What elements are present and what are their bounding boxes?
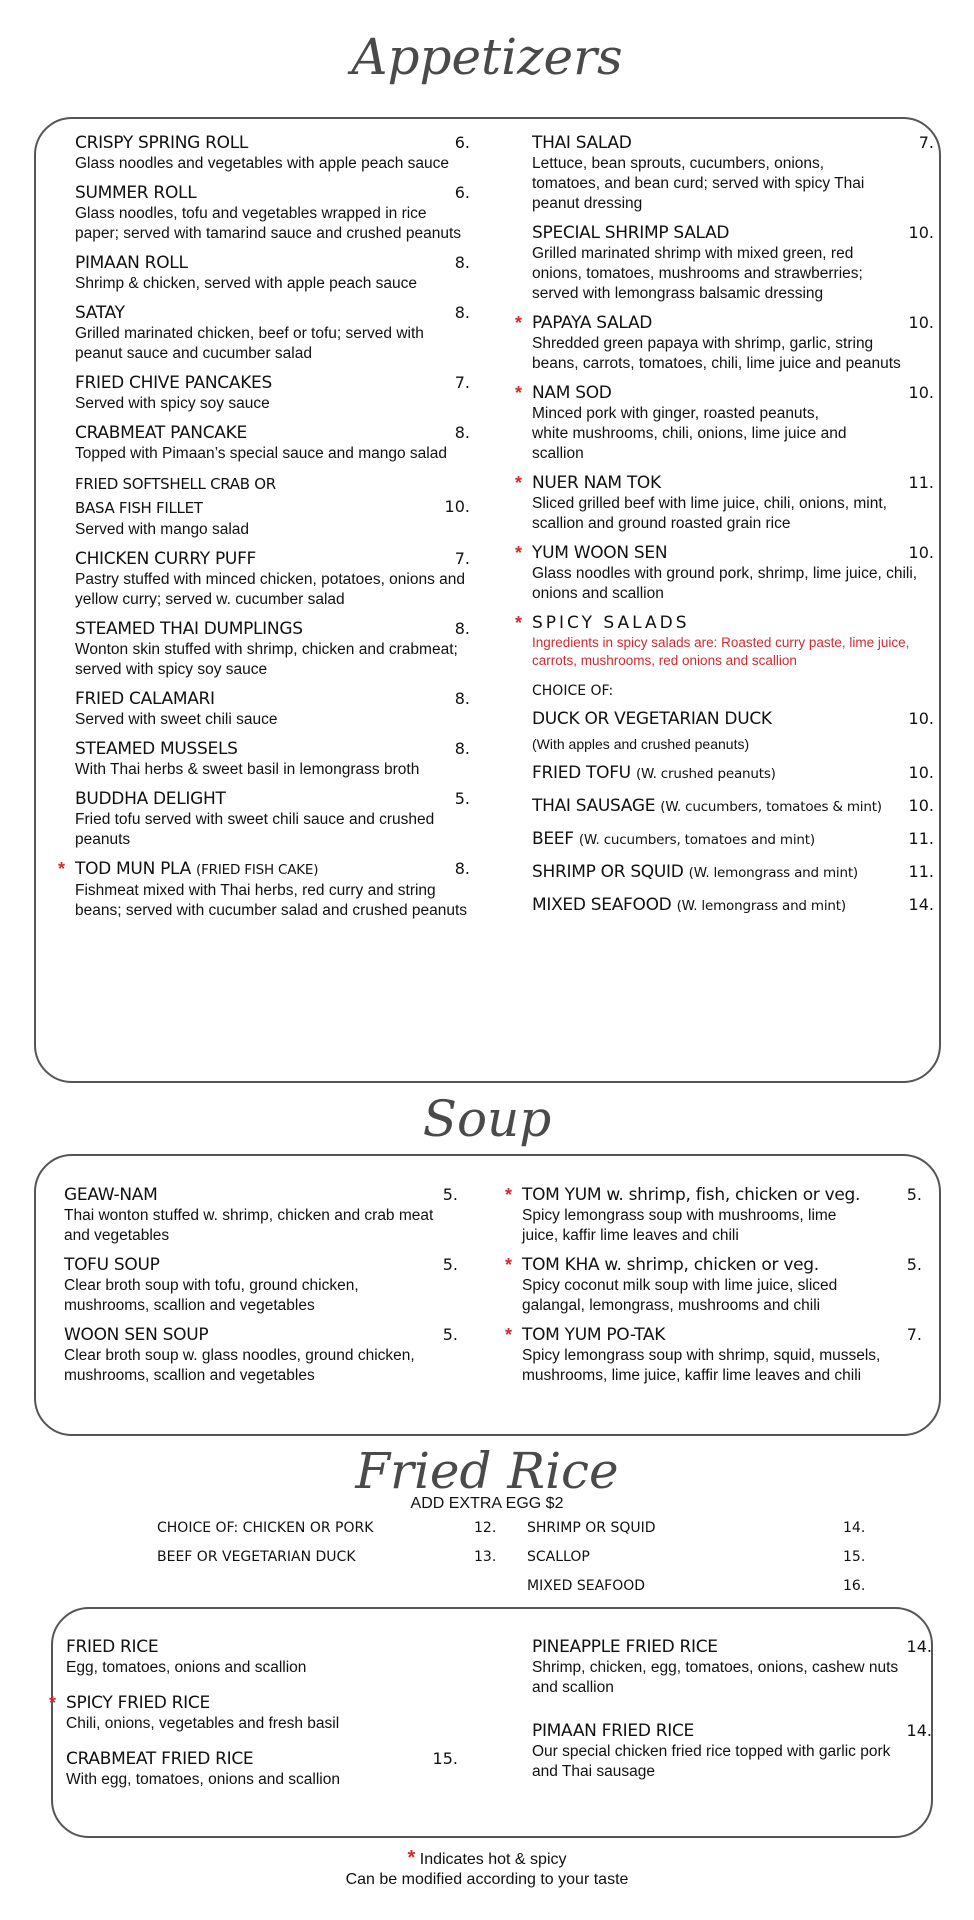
option-name-text: BEEF (532, 829, 574, 849)
item-description: Shrimp & chicken, served with apple peach sauce (75, 275, 418, 292)
soup-left-column (64, 1184, 458, 1394)
item-price: 7. (454, 549, 470, 568)
spicy-option (532, 828, 934, 851)
item-description: Served with spicy soy sauce (75, 395, 270, 412)
item-name: FRIED CALAMARI (75, 689, 215, 709)
appetizers-right-column (515, 132, 934, 917)
item-price: 10. (908, 223, 934, 242)
item-description: Fried tofu served with sweet chili sauce and crushed peanuts (75, 811, 435, 848)
item-price: 8. (454, 253, 470, 272)
spicy-option (532, 762, 934, 785)
menu-item (75, 472, 470, 540)
menu-item (75, 182, 470, 244)
item-name: STEAMED THAI DUMPLINGS (75, 619, 303, 639)
item-description: Spicy coconut milk soup with lime juice, sliced galangal, lemongrass, mushrooms and chili (522, 1277, 838, 1314)
item-price: 10. (908, 543, 934, 562)
menu-item (515, 382, 934, 464)
item-price: 11. (908, 473, 934, 492)
spicy-star-icon: * (407, 1847, 416, 1869)
item-description: Shredded green papaya with shrimp, garlic, string beans, carrots, tomatoes, chili, lime juice and peanuts (532, 335, 901, 372)
fried-rice-option-price: 15. (843, 1549, 866, 1565)
menu-item (75, 548, 470, 610)
item-description: Shrimp, chicken, egg, tomatoes, onions, cashew nuts and scallion (532, 1659, 899, 1696)
menu-item (75, 738, 470, 780)
menu-item (66, 1748, 458, 1790)
menu-item (505, 1184, 922, 1246)
item-description: Wonton skin stuffed with shrimp, chicken and crabmeat; served with spicy soy sauce (75, 641, 458, 678)
item-name: CHICKEN CURRY PUFF (75, 549, 257, 569)
item-price: 5. (442, 1325, 458, 1344)
menu-item (75, 618, 470, 680)
item-price: 15. (432, 1749, 458, 1768)
item-description: Pastry stuffed with minced chicken, potatoes, onions and yellow curry; served w. cucumber salad (75, 571, 466, 608)
item-price: 8. (454, 859, 470, 878)
item-note: (FRIED FISH CAKE) (196, 862, 319, 878)
item-price: 10. (444, 497, 470, 516)
item-description: With egg, tomatoes, onions and scallion (66, 1771, 340, 1788)
item-name: SPICY FRIED RICE (66, 1693, 210, 1713)
item-name: PIMAAN ROLL (75, 253, 188, 273)
menu-item (75, 252, 470, 294)
menu-item (75, 688, 470, 730)
option-note: (W. crushed peanuts) (635, 766, 776, 782)
menu-item (505, 1324, 922, 1386)
item-name: PINEAPPLE FRIED RICE (532, 1637, 718, 1657)
fried-rice-title: Fried Rice (355, 1442, 619, 1500)
menu-item (532, 222, 934, 304)
item-name: SATAY (75, 303, 125, 323)
option-note: (W. lemongrass and mint) (676, 898, 846, 914)
item-name (75, 858, 470, 881)
item-price: 6. (454, 183, 470, 202)
item-price: 5. (454, 789, 470, 808)
item-price: 7. (906, 1325, 922, 1344)
footer-legend (0, 1848, 974, 1870)
fried-rice-option-price: 16. (843, 1578, 866, 1594)
menu-item (75, 422, 470, 464)
spicy-option (532, 894, 934, 917)
item-name: WOON SEN SOUP (64, 1325, 209, 1345)
option-name (532, 861, 934, 884)
option-price: 14. (908, 895, 934, 914)
item-name: FRIED SOFTSHELL CRAB OR (75, 475, 276, 493)
option-note: (W. lemongrass and mint) (688, 865, 858, 881)
menu-item (532, 1636, 932, 1698)
option-price: 11. (908, 829, 934, 848)
appetizers-title: Appetizers (351, 28, 623, 86)
option-name (532, 795, 934, 818)
item-name: BUDDHA DELIGHT (75, 789, 226, 809)
item-description: Clear broth soup with tofu, ground chicken, mushrooms, scallion and vegetables (64, 1277, 359, 1314)
menu-item (66, 1636, 458, 1678)
fried-rice-option-price: 14. (843, 1520, 866, 1536)
menu-item (75, 372, 470, 414)
appetizers-left-column (58, 132, 470, 929)
fried-rice-option: SCALLOP (527, 1549, 590, 1565)
item-price: 14. (906, 1637, 932, 1656)
menu-item (64, 1184, 458, 1246)
item-description: Grilled marinated chicken, beef or tofu; served with peanut sauce and cucumber salad (75, 325, 424, 362)
item-name: TOM KHA w. shrimp, chicken or veg. (522, 1255, 819, 1275)
menu-item (505, 1254, 922, 1316)
footer-line2: Can be modified according to your taste (345, 1871, 629, 1888)
menu-item (532, 132, 934, 214)
option-name: DUCK OR VEGETARIAN DUCK (532, 709, 772, 729)
item-price: 7. (918, 133, 934, 152)
item-name: FRIED RICE (66, 1637, 159, 1657)
spicy-star-icon: * (515, 473, 523, 493)
item-description: Glass noodles and vegetables with apple peach sauce (75, 155, 449, 172)
item-description: With Thai herbs & sweet basil in lemongrass broth (75, 761, 420, 778)
fried-rice-right-column (532, 1636, 932, 1796)
item-price: 5. (442, 1255, 458, 1274)
fried-rice-option: BEEF OR VEGETARIAN DUCK (157, 1549, 356, 1565)
menu-item (532, 1720, 932, 1782)
item-name: FRIED CHIVE PANCAKES (75, 373, 272, 393)
spicy-star-icon: * (505, 1325, 513, 1345)
spicy-star-icon: * (505, 1185, 513, 1205)
item-description: Minced pork with ginger, roasted peanuts, white mushrooms, chili, onions, lime juice and scallion (532, 405, 847, 462)
option-sub: (With apples and crushed peanuts) (532, 736, 750, 752)
item-name: CRABMEAT PANCAKE (75, 423, 247, 443)
option-price: 11. (908, 862, 934, 881)
spicy-star-icon: * (505, 1255, 513, 1275)
item-name: STEAMED MUSSELS (75, 739, 238, 759)
option-name (532, 762, 934, 785)
item-description: Grilled marinated shrimp with mixed green, red onions, tomatoes, mushrooms and strawberries; served with lemongrass balsamic dressing (532, 245, 863, 302)
item-price: 5. (442, 1185, 458, 1204)
item-name: NUER NAM TOK (532, 473, 661, 493)
menu-item (515, 472, 934, 534)
fried-rice-option: CHOICE OF: CHICKEN OR PORK (157, 1520, 374, 1536)
spicy-option (532, 708, 934, 754)
option-name-text: SHRIMP OR SQUID (532, 862, 684, 882)
item-name: NAM SOD (532, 383, 612, 403)
fried-rice-option: MIXED SEAFOOD (527, 1578, 646, 1594)
item-price: 7. (454, 373, 470, 392)
spicy-salads-title: SPICY SALADS (532, 613, 690, 633)
spicy-star-icon: * (515, 383, 523, 403)
item-name: SUMMER ROLL (75, 183, 197, 203)
item-price: 8. (454, 303, 470, 322)
option-price: 10. (908, 709, 934, 728)
spicy-star-icon: * (515, 543, 523, 563)
spicy-star-icon: * (49, 1693, 57, 1713)
fried-rice-option-price: 13. (474, 1549, 497, 1565)
spicy-salads-note: Ingredients in spicy salads are: Roasted curry paste, lime juice, carrots, mushrooms, red onions and scallion (532, 635, 910, 668)
fried-rice-option: SHRIMP OR SQUID (527, 1520, 656, 1536)
item-name: PAPAYA SALAD (532, 313, 653, 333)
fried-rice-option-price: 12. (474, 1520, 497, 1536)
item-description: Egg, tomatoes, onions and scallion (66, 1659, 307, 1676)
item-price: 6. (454, 133, 470, 152)
fried-rice-subtitle: ADD EXTRA EGG $2 (410, 1495, 564, 1512)
spicy-salads-section (515, 612, 934, 917)
item-name: THAI SALAD (532, 133, 632, 153)
item-price: 10. (908, 313, 934, 332)
option-note: (W. cucumbers, tomatoes & mint) (660, 799, 882, 815)
item-price: 8. (454, 423, 470, 442)
item-name: TOM YUM PO-TAK (522, 1325, 666, 1345)
menu-item (58, 858, 470, 921)
choice-label: CHOICE OF: (532, 683, 614, 699)
soup-title: Soup (422, 1090, 552, 1148)
item-description: Our special chicken fried rice topped with garlic pork and Thai sausage (532, 1743, 891, 1780)
item-description: Fishmeat mixed with Thai herbs, red curry and string beans; served with cucumber salad and crushed peanuts (75, 882, 468, 919)
option-price: 10. (908, 763, 934, 782)
option-note: (W. cucumbers, tomatoes and mint) (578, 832, 815, 848)
item-name: GEAW-NAM (64, 1185, 158, 1205)
menu-item (515, 542, 934, 604)
item-price: 14. (906, 1721, 932, 1740)
item-name: YUM WOON SEN (532, 543, 668, 563)
soup-right-column (505, 1184, 922, 1394)
item-name: PIMAAN FRIED RICE (532, 1721, 694, 1741)
item-name: CRABMEAT FRIED RICE (66, 1749, 254, 1769)
spicy-option (532, 795, 934, 818)
item-description: Sliced grilled beef with lime juice, chili, onions, mint, scallion and ground roasted grain rice (532, 495, 887, 532)
item-price: 8. (454, 689, 470, 708)
item-name: TOM YUM w. shrimp, fish, chicken or veg. (522, 1185, 861, 1205)
footer-line1: Indicates hot & spicy (419, 1851, 567, 1868)
menu-item (64, 1254, 458, 1316)
menu-item (64, 1324, 458, 1386)
item-description: Glass noodles with ground pork, shrimp, lime juice, chili, onions and scallion (532, 565, 918, 602)
item-price: 10. (908, 383, 934, 402)
item-description: Spicy lemongrass soup with mushrooms, lime juice, kaffir lime leaves and chili (522, 1207, 837, 1244)
item-description: Spicy lemongrass soup with shrimp, squid, mussels, mushrooms, lime juice, kaffir lime leaves and chili (522, 1347, 881, 1384)
menu-item (75, 302, 470, 364)
item-name: TOFU SOUP (64, 1255, 160, 1275)
item-name: SPECIAL SHRIMP SALAD (532, 223, 730, 243)
option-price: 10. (908, 796, 934, 815)
item-price: 5. (906, 1255, 922, 1274)
menu-item (49, 1692, 458, 1734)
item-price: 8. (454, 739, 470, 758)
item-description: Glass noodles, tofu and vegetables wrapped in rice paper; served with tamarind sauce and crushed peanuts (75, 205, 462, 242)
item-description: Clear broth soup w. glass noodles, ground chicken, mushrooms, scallion and vegetables (64, 1347, 415, 1384)
item-description: Thai wonton stuffed w. shrimp, chicken and crab meat and vegetables (64, 1207, 434, 1244)
fried-rice-left-column (49, 1636, 458, 1804)
menu-item (75, 132, 470, 174)
option-name-text: FRIED TOFU (532, 763, 631, 783)
option-name (532, 828, 934, 851)
item-name-text: TOD MUN PLA (75, 859, 191, 879)
option-name-text: THAI SAUSAGE (532, 796, 656, 816)
option-name-text: MIXED SEAFOOD (532, 895, 672, 915)
item-name-line2: BASA FISH FILLET (75, 499, 203, 517)
spicy-star-icon: * (515, 313, 523, 333)
spicy-option (532, 861, 934, 884)
item-price: 8. (454, 619, 470, 638)
menu-item (75, 788, 470, 850)
item-name: CRISPY SPRING ROLL (75, 133, 249, 153)
item-description: Served with mango salad (75, 521, 250, 538)
option-name (532, 894, 934, 917)
spicy-star-icon: * (58, 859, 66, 879)
item-description: Lettuce, bean sprouts, cucumbers, onions, tomatoes, and bean curd; served with spicy Thai peanut dressing (532, 155, 865, 212)
item-price: 5. (906, 1185, 922, 1204)
spicy-star-icon: * (515, 613, 523, 633)
item-description: Served with sweet chili sauce (75, 711, 278, 728)
item-description: Chili, onions, vegetables and fresh basil (66, 1715, 340, 1732)
item-description: Topped with Pimaan’s special sauce and mango salad (75, 445, 447, 462)
menu-item (515, 312, 934, 374)
